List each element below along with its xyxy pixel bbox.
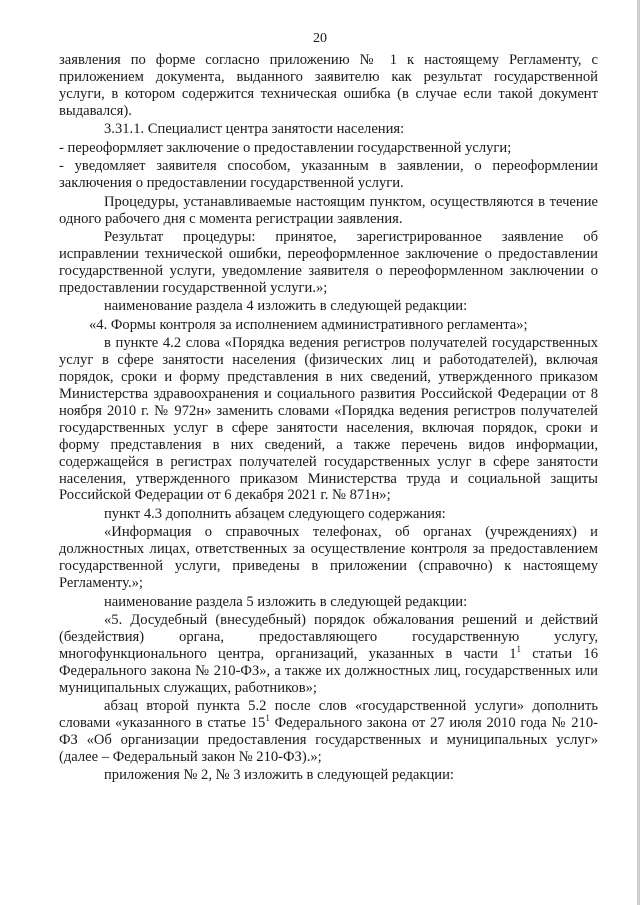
paragraph-procedure-result: Результат процедуры: принятое, зарегистрированное заявление об исправлении технической ошибки, переоформленное заключение о предоставлении государственной услуги, уведомление заявителя о переоформленном заключении о предоставлении государственной услуги.»;	[59, 229, 598, 296]
paragraph-section-5-name: наименование раздела 5 изложить в следующей редакции:	[104, 593, 468, 610]
point-5-2-text-start: абзац второй пункта 5.2 после слов «государственной услуги» дополнить словами «указанного в статье 15	[59, 698, 598, 732]
paragraph-section-5-title	[59, 612, 598, 697]
section-5-superscript: 1	[516, 644, 521, 655]
document-body	[59, 52, 598, 786]
point-5-2-superscript: 1	[265, 713, 270, 724]
section-5-text-end: статьи 16 Федерального закона № 210-ФЗ», а также их должностных лиц, государственных или муниципальных служащих, работников»;	[59, 645, 598, 696]
paragraph-section-4-title: «4. Формы контроля за исполнением административного регламента»;	[89, 316, 528, 333]
paragraph-application-form: заявления по форме согласно приложению № 1 к настоящему Регламенту, с приложением документа, выданного заявителю как результат государственной услуги, в котором содержится техническая ошибка (в случае если такой документ выдавался).	[59, 52, 598, 119]
list-item-notify: - уведомляет заявителя способом, указанным в заявлении, о переоформлении заключения о предоставлении государственной услуги.	[59, 158, 598, 192]
paragraph-3-31-1: 3.31.1. Специалист центра занятости населения:	[104, 121, 405, 138]
list-item-reissue: - переоформляет заключение о предоставлении государственной услуги;	[59, 139, 512, 156]
paragraph-reference-phones: «Информация о справочных телефонах, об органах (учреждениях) и должностных лицах, ответственных за осуществление контроля за предоставлением государственной услуги, приведены в приложении (справочно) к настоящему Регламенту.»;	[59, 524, 598, 592]
paragraph-point-4-2: в пункте 4.2 слова «Порядка ведения регистров получателей государственных услуг в сфере занятости населения (физических лиц и работодателей), включая порядок, сроки и форму представления в них сведений, утвержденного приказом Министерства здравоохранения и социального развития Российской Федерации от 8 ноября 2010 г. № 972н» заменить словами «Порядка ведения регистров получателей государственных услуг в сфере занятости населения, включая порядок, сроки и форму представления в них сведений, а также перечень видов информации, содержащейся в регистрах получателей государственных услуг в сфере занятости населения, утвержденного приказом Министерства труда и социальной защиты Российской Федерации от 6 декабря 2021 г. № 871н»;	[59, 335, 598, 504]
paragraph-section-4-name: наименование раздела 4 изложить в следующей редакции:	[104, 298, 468, 315]
paragraph-point-5-2	[59, 698, 598, 766]
paragraph-procedures-term: Процедуры, устанавливаемые настоящим пунктом, осуществляются в течение одного рабочего дня с момента регистрации заявления.	[59, 193, 598, 227]
page-number: 20	[313, 31, 327, 46]
paragraph-point-4-3: пункт 4.3 дополнить абзацем следующего содержания:	[104, 505, 446, 522]
section-5-text-start: «5. Досудебный (внесудебный) порядок обжалования решений и действий (бездействия) органа, предоставляющего государственную услугу, многофункционального центра, организаций, указанных в части 1	[59, 612, 598, 662]
point-5-2-text-end: Федерального закона от 27 июля 2010 года № 210-ФЗ «Об организации предоставления государственных и муниципальных услуг» (далее – Федеральный закон № 210-ФЗ).»;	[59, 715, 598, 765]
paragraph-appendices: приложения № 2, № 3 изложить в следующей редакции:	[104, 767, 454, 784]
